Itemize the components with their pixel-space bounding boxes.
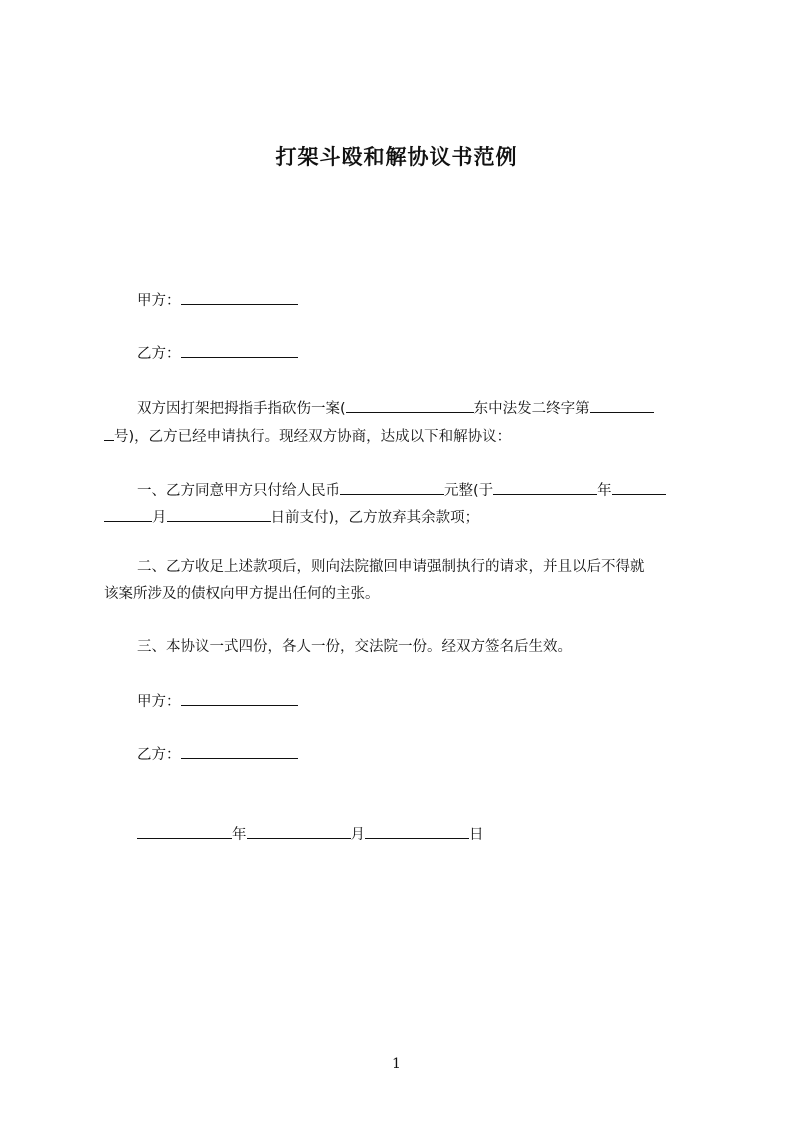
sign-party-b-label: 乙方： — [137, 747, 181, 763]
sign-party-b-blank — [181, 744, 298, 759]
party-b-line — [137, 343, 298, 364]
document-title: 打架斗殴和解协议书范例 — [275, 145, 518, 169]
case-number-blank — [346, 398, 474, 413]
intro-line-2 — [104, 426, 511, 447]
pay-month-blank-cont — [104, 507, 152, 522]
clause-2-line-2: 该案所涉及的债权向甲方提出任何的主张。 — [104, 586, 380, 602]
party-b-blank — [181, 343, 298, 358]
sign-party-a-blank — [181, 691, 298, 706]
sign-party-b-line — [137, 744, 298, 765]
clause-1-text-5: 日前支付)，乙方放弃其余款项； — [270, 510, 480, 526]
sign-year-blank — [137, 824, 232, 839]
page-number: 1 — [392, 1056, 401, 1072]
intro-text-3: 号)，乙方已经申请执行。现经双方协商，达成以下和解协议： — [114, 429, 512, 445]
party-a-blank — [181, 290, 298, 305]
party-b-label: 乙方： — [137, 346, 181, 362]
intro-text-1: 双方因打架把拇指手指砍伤一案( — [137, 401, 346, 417]
case-seq-blank-cont — [104, 426, 114, 441]
party-a-label: 甲方： — [137, 293, 181, 309]
sign-month-blank — [247, 824, 351, 839]
pay-month-blank — [612, 480, 666, 495]
clause-1-line-2 — [104, 507, 479, 528]
pay-day-blank — [167, 507, 271, 522]
sign-party-a-line — [137, 691, 298, 712]
amount-blank — [340, 480, 444, 495]
sign-party-a-label: 甲方： — [137, 694, 181, 710]
intro-text-2: 东中法发二终字第 — [473, 401, 590, 417]
pay-year-blank — [493, 480, 597, 495]
clause-1-text-2: 元整(于 — [444, 483, 494, 499]
clause-3-line: 三、本协议一式四份，各人一份，交法院一份。经双方签名后生效。 — [137, 639, 572, 655]
case-seq-blank — [590, 398, 654, 413]
intro-line-1 — [137, 398, 654, 419]
party-a-line — [137, 290, 298, 311]
clause-1-text-4: 月 — [152, 510, 167, 526]
sign-day-label: 日 — [469, 827, 484, 843]
clause-1-text-3: 年 — [597, 483, 612, 499]
clause-2-line-1: 二、乙方收足上述款项后，则向法院撤回申请强制执行的请求，并且以后不得就 — [137, 559, 645, 575]
clause-1-line-1 — [137, 480, 666, 501]
sign-year-label: 年 — [232, 827, 247, 843]
sign-day-blank — [365, 824, 469, 839]
sign-date-line — [137, 824, 484, 845]
sign-month-label: 月 — [350, 827, 365, 843]
clause-1-text-1: 一、乙方同意甲方只付给人民币 — [137, 483, 340, 499]
